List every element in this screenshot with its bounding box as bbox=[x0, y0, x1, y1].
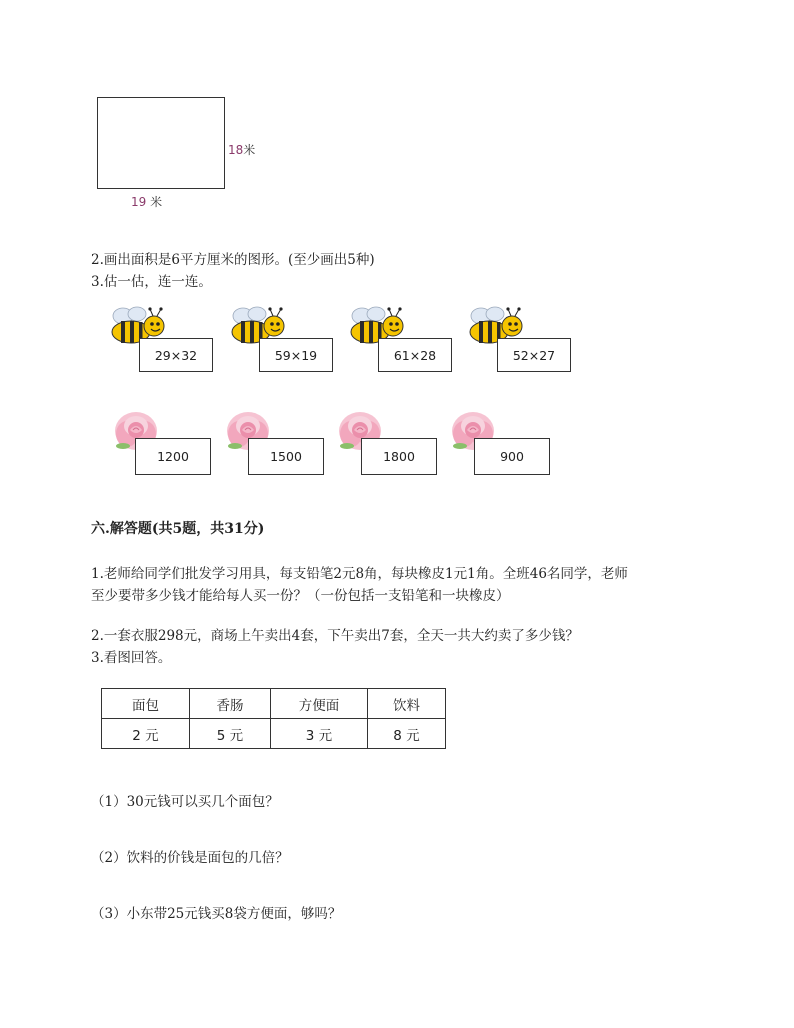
question-3: 3.估一估，连一连。 bbox=[91, 274, 212, 290]
table-cell: 3 元 bbox=[271, 719, 368, 749]
multiplication-box[interactable]: 29×32 bbox=[139, 338, 213, 372]
width-label-unit: 米 bbox=[150, 195, 163, 209]
multiplication-box[interactable]: 52×27 bbox=[497, 338, 571, 372]
multiplication-box[interactable]: 59×19 bbox=[259, 338, 333, 372]
problem-3: 3.看图回答。 bbox=[91, 650, 172, 666]
subquestion-3: （3）小东带25元钱买8袋方便面，够吗？ bbox=[91, 906, 342, 922]
price-table bbox=[101, 688, 446, 749]
problem-2: 2.一套衣服298元，商场上午卖出4套，下午卖出7套，全天一共大约卖了多少钱？ bbox=[91, 628, 579, 644]
table-header-cell: 面包 bbox=[102, 689, 190, 719]
question-2: 2.画出面积是6平方厘米的图形。(至少画出5种) bbox=[91, 252, 375, 268]
estimate-box[interactable]: 900 bbox=[474, 438, 550, 475]
width-label-number: 19 bbox=[131, 195, 147, 209]
table-cell: 2 元 bbox=[102, 719, 190, 749]
table-header-cell: 方便面 bbox=[271, 689, 368, 719]
problem-1-line-1: 1.老师给同学们批发学习用具，每支铅笔2元8角，每块橡皮1元1角。全班46名同学，老师 bbox=[91, 566, 628, 582]
estimate-box[interactable]: 1200 bbox=[135, 438, 211, 475]
width-label bbox=[131, 193, 162, 210]
table-cell: 8 元 bbox=[368, 719, 446, 749]
height-label-unit: 米 bbox=[243, 143, 256, 157]
table-header-cell: 饮料 bbox=[368, 689, 446, 719]
table-header-row bbox=[102, 689, 446, 719]
height-label-number: 18 bbox=[228, 143, 244, 157]
estimate-box[interactable]: 1500 bbox=[248, 438, 324, 475]
table-header-cell: 香肠 bbox=[190, 689, 271, 719]
height-label bbox=[228, 141, 255, 158]
estimate-box[interactable]: 1800 bbox=[361, 438, 437, 475]
subquestion-1: （1）30元钱可以买几个面包？ bbox=[91, 794, 279, 810]
multiplication-box[interactable]: 61×28 bbox=[378, 338, 452, 372]
problem-1-line-2: 至少要带多少钱才能给每人买一份？（一份包括一支铅笔和一块橡皮） bbox=[91, 588, 510, 604]
table-row bbox=[102, 719, 446, 749]
subquestion-2: （2）饮料的价钱是面包的几倍？ bbox=[91, 850, 289, 866]
rectangle-figure bbox=[97, 97, 225, 189]
table-cell: 5 元 bbox=[190, 719, 271, 749]
section-heading: 六.解答题(共5题，共31分) bbox=[91, 521, 265, 537]
